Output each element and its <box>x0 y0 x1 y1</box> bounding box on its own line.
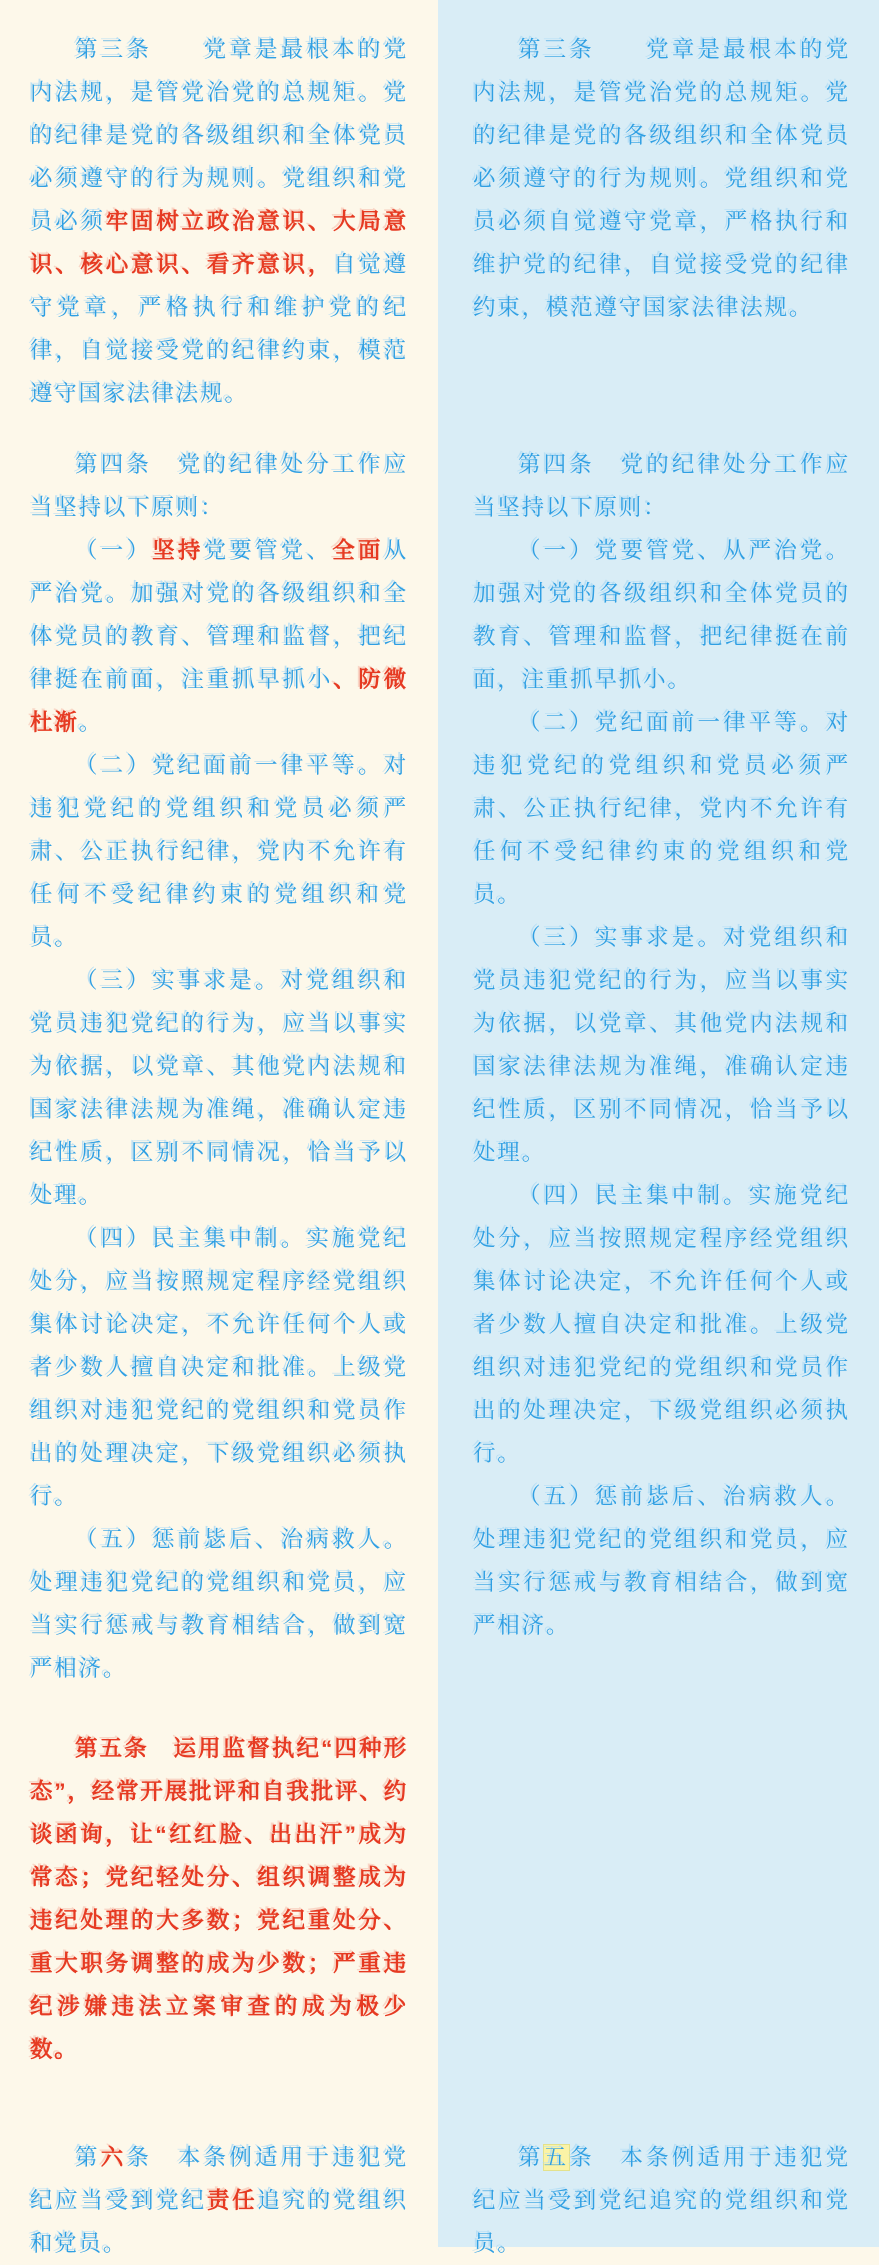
text-run-blue: （四）民主集中制。实施党纪处分，应当按照规定程序经党组织集体讨论决定，不允许任何个人或者少数人擅自决定和批准。上级党组织对违犯党纪的党组织和党员作出的处理决定，下级党组织必须执行。 <box>30 1226 408 1509</box>
paragraph <box>473 916 850 1174</box>
text-run-blue: 第四条 党的纪律处分工作应当坚持以下原则： <box>30 452 408 520</box>
section-article-4 <box>473 443 850 1647</box>
paragraph <box>473 1475 850 1647</box>
text-run-blue: 第 <box>75 2145 101 2170</box>
text-run-blue: 第 <box>518 2145 544 2170</box>
text-run-blue: （二）党纪面前一律平等。对违犯党纪的党组织和党员必须严肃、公正执行纪律，党内不允许有任何不受纪律约束的党组织和党员。 <box>30 753 408 950</box>
text-run-red: 、防微杜渐 <box>30 667 408 735</box>
paragraph <box>473 2136 850 2265</box>
text-run-blue: （三）实事求是。对党组织和党员违犯党纪的行为，应当以事实为依据，以党章、其他党内法规和国家法律法规为准绳，准确认定违纪性质，区别不同情况，恰当予以处理。 <box>473 925 850 1165</box>
paragraph <box>30 1217 408 1518</box>
section-article-5 <box>473 2136 850 2265</box>
text-run-red: 牢固树立政治意识、大局意识、核心意识、看齐意识， <box>30 209 408 277</box>
paragraph <box>473 1174 850 1475</box>
paragraph <box>30 1727 408 2071</box>
text-run-blue: 条 本条例适用于违犯党纪应当受到党纪 <box>30 2145 408 2213</box>
text-run-blue: 条 本条例适用于违犯党纪应当受到党纪追究的党组织和党员。 <box>473 2145 850 2256</box>
column-left-annotated-version <box>0 0 438 2256</box>
paragraph <box>473 28 850 329</box>
text-run-blue: 党要管党、 <box>203 538 333 563</box>
text-run-blue: （四）民主集中制。实施党纪处分，应当按照规定程序经党组织集体讨论决定，不允许任何个人或者少数人擅自决定和批准。上级党组织对违犯党纪的党组织和党员作出的处理决定，下级党组织必须执行。 <box>473 1183 850 1466</box>
text-run-blue: 从严治党。加强对党的各级组织和全体党员的教育、管理和监督，把纪律挺在前面，注重抓早抓小 <box>30 538 408 692</box>
text-run-red: 坚持 <box>152 538 204 563</box>
text-run-blue: 第四条 党的纪律处分工作应当坚持以下原则： <box>473 452 850 520</box>
text-run-red: 责任 <box>206 2188 258 2213</box>
section-article-3 <box>30 28 408 415</box>
paragraph <box>473 443 850 529</box>
paragraph <box>30 2136 408 2265</box>
paragraph <box>30 744 408 959</box>
text-run-blue: （二）党纪面前一律平等。对违犯党纪的党组织和党员必须严肃、公正执行纪律，党内不允许有任何不受纪律约束的党组织和党员。 <box>473 710 850 907</box>
text-run-blue: 自觉遵守党章，严格执行和维护党的纪律，自觉接受党的纪律约束，模范遵守国家法律法规。 <box>30 252 408 406</box>
text-run-blue: 第三条 党章是最根本的党内法规，是管党治党的总规矩。党的纪律是党的各级组织和全体党员必须遵守的行为规则。党组织和党员必须自觉遵守党章，严格执行和维护党的纪律，自觉接受党的纪律约束，模范遵守国家法律法规。 <box>473 37 850 320</box>
text-run-blue: 第三条 党章是最根本的党内法规，是管党治党的总规矩。党的纪律是党的各级组织和全体党员必须遵守的行为规则。党组织和党员必须 <box>30 37 408 234</box>
paragraph <box>473 701 850 916</box>
paragraph <box>30 529 408 744</box>
paragraph <box>473 529 850 701</box>
text-run-blue: （五）惩前毖后、治病救人。处理违犯党纪的党组织和党员，应当实行惩戒与教育相结合，做到宽严相济。 <box>30 1527 408 1681</box>
text-run-red: 第五条 运用监督执纪“四种形态”，经常开展批评和自我批评、约谈函询，让“红红脸、出出汗”成为常态；党纪轻处分、组织调整成为违纪处理的大多数；党纪重处分、重大职务调整的成为少数；严重违纪涉嫌违法立案审查的成为极少数。 <box>30 1736 408 2062</box>
section-article-3 <box>473 28 850 329</box>
column-right-original-version <box>438 0 879 2256</box>
text-run-blue: 。 <box>78 710 103 735</box>
paragraph <box>30 959 408 1217</box>
paragraph <box>30 28 408 415</box>
text-run-red: 六 <box>100 2145 127 2170</box>
text-run-blue: （一） <box>75 538 153 563</box>
text-run-red: 全面 <box>332 538 384 563</box>
text-run-blue: 追究的党组织和党员。 <box>30 2188 408 2256</box>
paragraph <box>30 443 408 529</box>
section-article-4 <box>30 443 408 1690</box>
section-article-6 <box>30 2136 408 2265</box>
text-run-blue: （一）党要管党、从严治党。加强对党的各级组织和全体党员的教育、管理和监督，把纪律挺在前面，注重抓早抓小。 <box>473 538 850 692</box>
text-run-blue: （三）实事求是。对党组织和党员违犯党纪的行为，应当以事实为依据，以党章、其他党内法规和国家法律法规为准绳，准确认定违纪性质，区别不同情况，恰当予以处理。 <box>30 968 408 1208</box>
text-run-blue: （五）惩前毖后、治病救人。处理违犯党纪的党组织和党员，应当实行惩戒与教育相结合，做到宽严相济。 <box>473 1484 850 1638</box>
text-run-hl: 五 <box>543 2145 570 2170</box>
paragraph <box>30 1518 408 1690</box>
section-article-5 <box>30 1727 408 2071</box>
